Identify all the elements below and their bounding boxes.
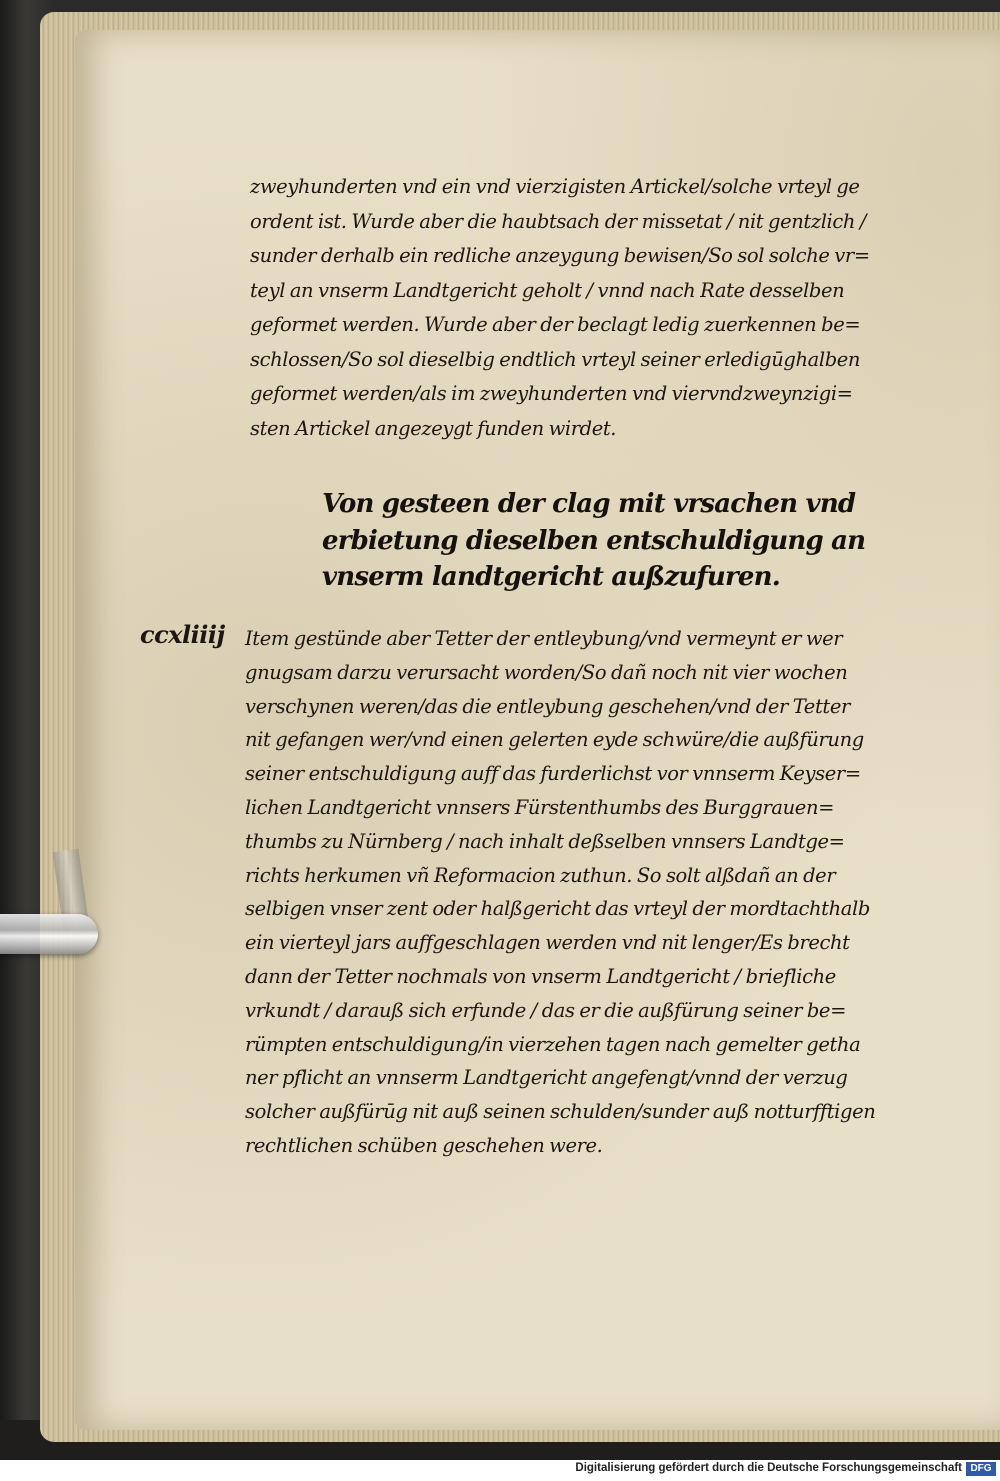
text-line: Item gestünde aber Tetter der entleybung/vnd vermeynt er wer [245,627,843,650]
text-line: zweyhunderten vnd ein vnd vierzigisten Artickel/solche vrteyl ge [250,175,860,198]
dfg-logo: DFG [966,1462,996,1476]
text-line: solcher außfürūg nit auß seinen schulden/sunder auß notturfftigen [245,1100,876,1124]
text-line: thumbs zu Nürnberg / nach inhalt deßselben vnnsers Landtge= [245,829,845,853]
paragraph-1 [250,170,910,446]
text-line: sten Artickel angezeygt funden wirdet. [250,416,617,440]
text-line: sunder derhalb ein redliche anzeygung bewisen/So sol solche vr= [250,244,870,267]
viewer-footer [0,1460,1000,1481]
article-number: ccxliiij [140,620,225,649]
funding-credit: Digitalisierung gefördert durch die Deutsche Forschungsgemeinschaft [575,1462,962,1474]
text-line: ner pflicht an vnnserm Landtgericht angefengt/vnnd der verzug [245,1066,848,1090]
text-line: vrkundt / darauß sich erfunde / das er die außfürung seiner be= [245,998,847,1022]
text-line: dann der Tetter nochmals von vnserm Landtgericht / briefliche [245,964,836,988]
text-line: ein vierteyl jars auffgeschlagen werden vnd nit lenger/Es brecht [245,931,850,955]
heading-line: vnserm landtgericht außzufuren. [322,562,781,592]
section-heading [322,486,866,596]
text-line: teyl an vnserm Landtgericht geholt / vnnd nach Rate desselben [250,278,845,302]
heading-line: erbietung dieselben entschuldigung an [322,525,866,556]
heading-line: Von gesteen der clag mit vrsachen vnd [322,489,856,519]
text-line: seiner entschuldigung auff das furderlichst vor vnnserm Keyser= [245,762,861,786]
text-line: gnugsam darzu verursacht worden/So dañ noch nit vier wochen [245,660,848,684]
text-line: geformet werden/als im zweyhunderten vnd viervndzweynzigi= [250,382,853,405]
text-line: geformet werden. Wurde aber der beclagt ledig zuerkennen be= [250,313,861,336]
text-line: rümpten entschuldigung/in vierzehen tagen nach gemelter getha [245,1032,861,1056]
paragraph-2 [245,622,915,1163]
text-line: schlossen/So sol dieselbig endtlich vrteyl seiner erledigūghalben [250,347,861,371]
glass-page-holder [0,914,98,954]
text-line: verschynen weren/das die entleybung geschehen/vnd der Tetter [245,694,850,718]
text-line: selbigen vnser zent oder halßgericht das vrteyl der mordtachthalb [245,897,870,921]
text-line: ordent ist. Wurde aber die haubtsach der missetat / nit gentzlich / [250,209,867,233]
text-line: richts herkumen vñ Reformacion zuthun. So solt alßdañ an der [245,863,836,887]
text-line: nit gefangen wer/vnd einen gelerten eyde schwüre/die außfürung [245,728,864,752]
text-line: rechtlichen schüben geschehen were. [245,1133,603,1157]
text-line: lichen Landtgericht vnnsers Fürstenthumbs des Burggrauen= [245,795,835,819]
